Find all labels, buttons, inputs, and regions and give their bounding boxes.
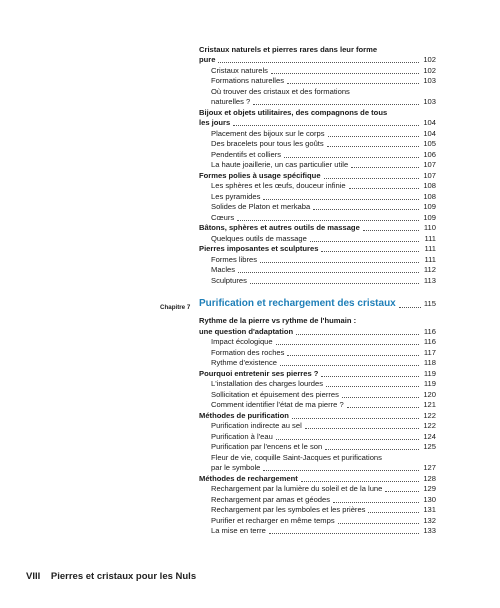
dot-leader (292, 418, 419, 419)
toc-entry-title: Rechargement par les symboles et les prières (211, 505, 366, 514)
dot-leader (250, 283, 419, 284)
toc-entry-title: Où trouver des cristaux et des formations (211, 87, 350, 96)
toc-entry (211, 484, 436, 493)
dot-leader (368, 512, 419, 513)
toc-page-number: 115 (423, 299, 436, 308)
toc-entry (211, 337, 436, 346)
toc-entry (211, 192, 436, 201)
toc-page-number: 104 (423, 118, 436, 127)
toc-entry-title: Impact écologique (211, 337, 273, 346)
dot-leader (351, 167, 419, 168)
toc-entry-title: Macles (211, 265, 236, 274)
toc-entry-title: Formations naturelles (211, 76, 285, 85)
dot-leader (338, 523, 419, 524)
toc-page-number: 118 (423, 358, 436, 367)
toc-entry-title: une question d'adaptation (199, 327, 294, 336)
dot-leader (263, 199, 419, 200)
footer-book-title: Pierres et cristaux pour les Nuls (50, 571, 197, 582)
toc-page-number: 127 (423, 463, 436, 472)
toc-entry-title: Purification indirecte au sel (211, 421, 302, 430)
dot-leader (313, 209, 419, 210)
toc-entry-title: Placement des bijoux sur le corps (211, 129, 325, 138)
dot-leader (385, 491, 419, 492)
toc-page-number: 120 (423, 390, 436, 399)
toc-heading (199, 223, 436, 232)
toc-heading (199, 474, 436, 483)
toc-entry (211, 432, 436, 441)
toc-entry (211, 234, 436, 243)
toc-entry-title: Pendentifs et colliers (211, 150, 282, 159)
toc-entry-title: pure (199, 55, 216, 64)
toc-page-number: 119 (423, 369, 436, 378)
toc-entry (211, 516, 436, 525)
toc-entry (211, 139, 436, 148)
dot-leader (237, 220, 419, 221)
dot-leader (301, 481, 419, 482)
dot-leader (328, 136, 419, 137)
toc-page-number: 102 (423, 66, 436, 75)
toc-heading: Bijoux et objets utilitaires, des compagnons de tous (199, 108, 388, 117)
toc-entry (211, 97, 436, 106)
toc-page-number: 129 (423, 484, 436, 493)
toc-entry-title: Les sphères et les œufs, douceur infinie (211, 181, 346, 190)
toc-entry (211, 213, 436, 222)
page-footer (26, 571, 196, 582)
toc-entry (211, 358, 436, 367)
dot-leader (321, 251, 419, 252)
toc-entry (199, 327, 436, 336)
toc-entry-title: Solides de Platon et merkaba (211, 202, 311, 211)
toc-entry (211, 276, 436, 285)
toc-page-number: 103 (423, 76, 436, 85)
dot-leader (326, 386, 419, 387)
toc-entry-title: Comment identifier l'état de ma pierre ? (211, 400, 344, 409)
dot-leader (280, 365, 419, 366)
toc-page-number: 124 (423, 432, 436, 441)
dot-leader (310, 241, 419, 242)
toc-entry-title: Pierres imposantes et sculptures (199, 244, 319, 253)
toc-entry (211, 150, 436, 159)
toc-entry-title: naturelles ? (211, 97, 251, 106)
toc-page-number: 109 (423, 202, 436, 211)
toc-entry (211, 181, 436, 190)
chapter-title: Purification et rechargement des cristaux (199, 298, 396, 309)
toc-page-number: 133 (423, 526, 436, 535)
dot-leader (276, 344, 419, 345)
toc-entry (211, 202, 436, 211)
dot-leader (342, 397, 419, 398)
dot-leader (324, 178, 419, 179)
toc-page-number: 125 (423, 442, 436, 451)
dot-leader (218, 62, 419, 63)
toc-entry (199, 55, 436, 64)
dot-leader (233, 125, 419, 126)
dot-leader (263, 470, 419, 471)
dot-leader (321, 376, 419, 377)
toc-entry-title: Fleur de vie, coquille Saint-Jacques et purifications (211, 453, 382, 462)
toc-entry-title: les jours (199, 118, 231, 127)
toc-entry-title: Cœurs (211, 213, 235, 222)
dot-leader (305, 428, 419, 429)
toc-heading (199, 369, 436, 378)
toc-page-number: 132 (423, 516, 436, 525)
dot-leader (284, 157, 419, 158)
dot-leader (238, 272, 419, 273)
toc-entry (211, 495, 436, 504)
toc-page-number: 105 (423, 139, 436, 148)
toc-entry (211, 160, 436, 169)
toc-entry-title: Quelques outils de massage (211, 234, 307, 243)
dot-leader (260, 262, 419, 263)
toc-entry-title: Cristaux naturels (211, 66, 268, 75)
toc-heading: Cristaux naturels et pierres rares dans leur forme (199, 45, 378, 54)
toc-entry-title: Sculptures (211, 276, 247, 285)
dot-leader (253, 104, 419, 105)
toc-entry-title: Les pyramides (211, 192, 261, 201)
toc-page-number: 108 (423, 192, 436, 201)
toc-entry-title: Formation des roches (211, 348, 285, 357)
toc-entry-title: Bâtons, sphères et autres outils de massage (199, 223, 360, 232)
dot-leader (287, 355, 419, 356)
toc-heading: Rythme de la pierre vs rythme de l'humain : (199, 316, 357, 325)
chapter-label: Chapitre 7 (160, 304, 191, 311)
dot-leader (349, 188, 419, 189)
toc-page-number: 103 (423, 97, 436, 106)
toc-entry-title: Sollicitation et épuisement des pierres (211, 390, 339, 399)
toc-entry (211, 400, 436, 409)
toc-page-number: 108 (423, 181, 436, 190)
dot-leader (327, 146, 419, 147)
toc-entry-title: L'installation des charges lourdes (211, 379, 324, 388)
toc-page-number: 109 (423, 213, 436, 222)
toc-heading (199, 244, 436, 253)
toc-page-number: 122 (423, 411, 436, 420)
footer-page-number: VIII (26, 571, 41, 582)
toc-entry (211, 442, 436, 451)
toc-page-number: 111 (424, 244, 436, 253)
toc-entry-title: Des bracelets pour tous les goûts (211, 139, 324, 148)
toc-page-number: 112 (423, 265, 436, 274)
dot-leader (269, 533, 419, 534)
toc-entry-title: Rechargement par la lumière du soleil et de la lune (211, 484, 383, 493)
dot-leader (347, 407, 419, 408)
toc-entry (199, 118, 436, 127)
toc-heading (199, 171, 436, 180)
toc-entry (211, 390, 436, 399)
toc-entry (211, 129, 436, 138)
toc-entry (211, 348, 436, 357)
toc-page-number: 130 (423, 495, 436, 504)
toc-entry-title: Pourquoi entretenir ses pierres ? (199, 369, 319, 378)
toc-entry (211, 463, 436, 472)
toc-entry (211, 66, 436, 75)
toc-entry-title: Formes libres (211, 255, 257, 264)
toc-page-number: 131 (423, 505, 436, 514)
toc-entry (211, 526, 436, 535)
toc-entry-title: La mise en terre (211, 526, 266, 535)
chapter-heading (199, 298, 436, 310)
toc-entry-title: Rechargement par amas et géodes (211, 495, 331, 504)
toc-page-number: 117 (423, 348, 436, 357)
dot-leader (325, 449, 419, 450)
dot-leader (276, 439, 419, 440)
toc-entry (211, 76, 436, 85)
toc-entry-title: par le symbole (211, 463, 261, 472)
toc-entry-title: Méthodes de rechargement (199, 474, 298, 483)
dot-leader (296, 334, 419, 335)
toc-page-number: 119 (423, 379, 436, 388)
toc-page-number: 116 (423, 327, 436, 336)
dot-leader (271, 73, 419, 74)
toc-entry-title: Purification par l'encens et le son (211, 442, 323, 451)
toc-page-number: 110 (423, 223, 436, 232)
toc-entry-title: Rythme d'existence (211, 358, 278, 367)
toc-entry-title: La haute joaillerie, un cas particulier utile (211, 160, 349, 169)
toc-entry (211, 255, 436, 264)
toc-page-number: 128 (423, 474, 436, 483)
toc-entry (211, 379, 436, 388)
toc-entry (211, 265, 436, 274)
toc-heading (199, 411, 436, 420)
toc-page-number: 102 (423, 55, 436, 64)
toc-entry (211, 421, 436, 430)
toc-entry-title: Purification à l'eau (211, 432, 273, 441)
toc-entry-title: Méthodes de purification (199, 411, 289, 420)
dot-leader (363, 230, 419, 231)
dot-leader (333, 502, 419, 503)
toc-page-number: 121 (423, 400, 436, 409)
toc-page-number: 104 (423, 129, 436, 138)
toc-page-number: 106 (423, 150, 436, 159)
toc-entry-title: Formes polies à usage spécifique (199, 171, 321, 180)
toc-page-number: 107 (423, 160, 436, 169)
toc-page-number: 113 (423, 276, 436, 285)
toc-page-number: 107 (423, 171, 436, 180)
dot-leader (399, 307, 421, 308)
toc-page-number: 122 (423, 421, 436, 430)
toc-entry-title: Purifier et recharger en même temps (211, 516, 335, 525)
toc-page-number: 116 (423, 337, 436, 346)
toc-page-number: 111 (424, 234, 436, 243)
toc-entry (211, 505, 436, 514)
dot-leader (287, 83, 419, 84)
toc-page-number: 111 (424, 255, 436, 264)
